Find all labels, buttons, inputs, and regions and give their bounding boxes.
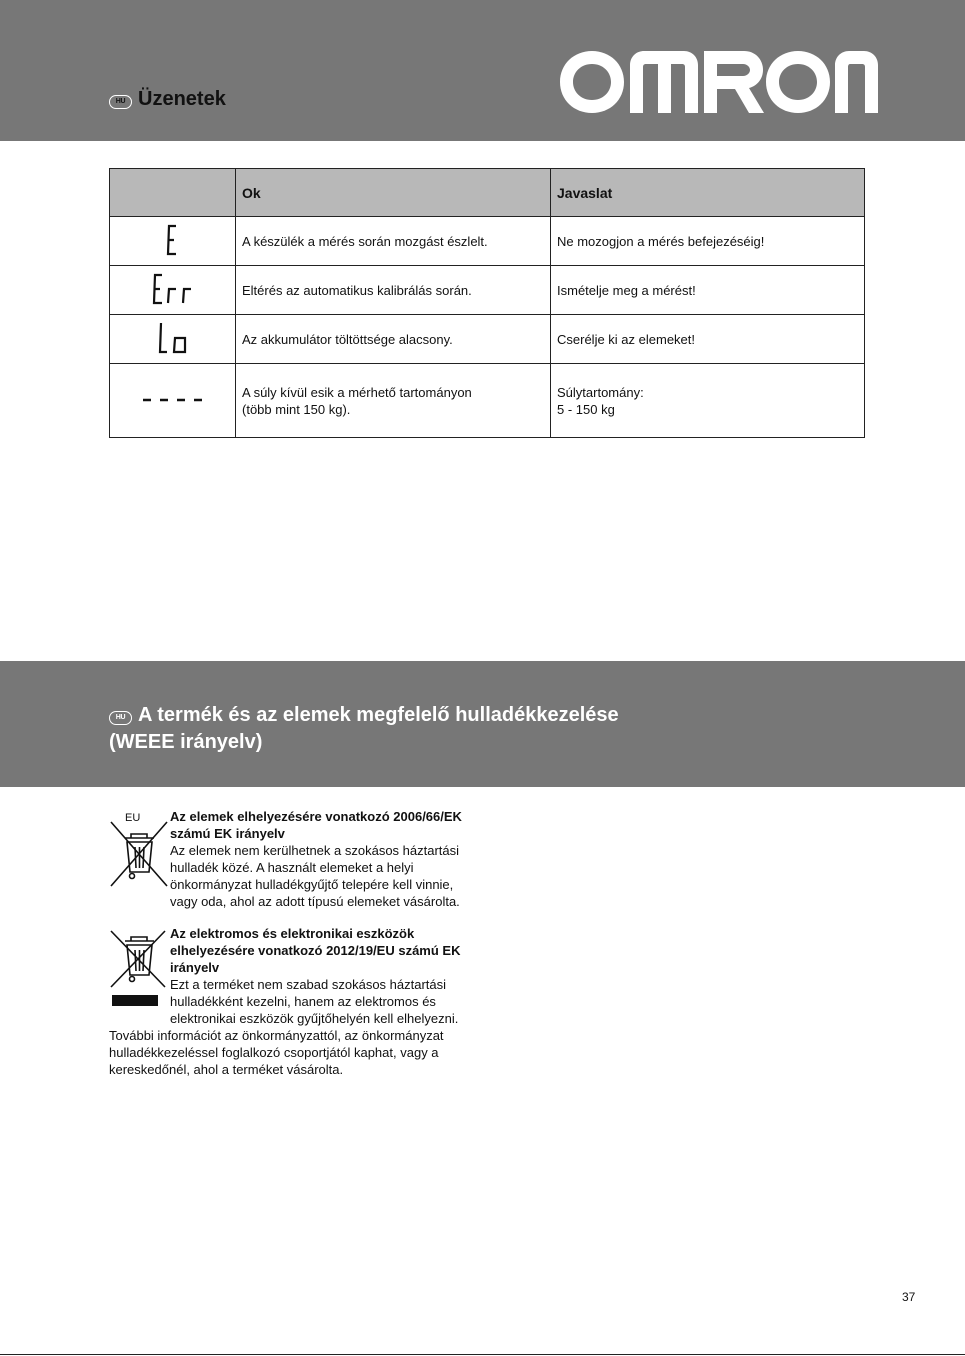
crossed-bin-with-bar-icon [109, 925, 170, 1015]
electronics-directive-block [109, 925, 484, 1078]
advice-text: Súlytartomány: 5 - 150 kg [557, 384, 644, 417]
language-badge: HU [109, 95, 132, 109]
weee-title-line1: A termék és az elemek megfelelő hulladékkezelése [138, 704, 619, 726]
advice-text: Cserélje ki az elemeket! [557, 331, 695, 347]
display-e-glyph [166, 224, 180, 256]
electronics-directive-title: Az elektromos és elektronikai eszközök elhelyezésére vonatkozó 2012/19/EU számú EK irányelv [170, 926, 461, 975]
battery-directive-block [109, 808, 484, 910]
display-symbol-dashes [110, 364, 236, 438]
column-header-advice: Javaslat [551, 169, 865, 217]
cause-text: A készülék a mérés során mozgást észlelt. [242, 233, 488, 249]
omron-logo [560, 51, 878, 113]
electronics-directive-body: Ezt a terméket nem szabad szokásos háztartási hulladékként kezelni, hanem az elektromos és elektronikai eszközök gyűjtőhelyén kell elhelyezni. [170, 977, 459, 1026]
section-title-messages [109, 86, 226, 113]
page-number: 37 [902, 1290, 916, 1304]
cause-text: Eltérés az automatikus kalibrálás során. [242, 282, 472, 298]
column-header-cause: Ok [236, 169, 551, 217]
advice-text: Ismételje meg a mérést! [557, 282, 696, 298]
table-row [110, 217, 865, 266]
battery-directive-title: Az elemek elhelyezésére vonatkozó 2006/66/EK számú EK irányelv [170, 809, 462, 841]
bottom-rule [0, 1354, 965, 1355]
battery-directive-body: Az elemek nem kerülhetnek a szokásos háztartási hulladék közé. A használt elemeket a helyi önkormányzat hulladékgyűjtő telepére kell vinnie, vagy oda, ahol az adott típusú elemeket vásárolta. [170, 843, 460, 909]
cause-text: Az akkumulátor töltöttsége alacsony. [242, 331, 453, 347]
display-err-glyph [152, 273, 194, 305]
display-symbol-err [110, 266, 236, 315]
table-row [110, 315, 865, 364]
crossed-bin-icon [109, 808, 170, 896]
weee-title-line2: (WEEE irányelv) [109, 731, 263, 753]
column-header-display [110, 169, 236, 217]
electronics-directive-more-info: További információt az önkormányzattól, az önkormányzat hulladékkezeléssel foglalkozó csoportjától kaphat, vagy a kereskedőnél, ahol a terméket vásárolta. [109, 1028, 444, 1077]
language-badge: HU [109, 711, 132, 725]
table-header-row [110, 169, 865, 217]
display-lo-glyph [157, 321, 189, 355]
display-dashes-glyph [141, 395, 205, 405]
table-row [110, 364, 865, 438]
display-symbol-lo [110, 315, 236, 364]
eu-label: EU [125, 812, 141, 824]
section-title-weee [109, 702, 619, 756]
advice-text: Ne mozogjon a mérés befejezéséig! [557, 233, 765, 249]
page-title: Üzenetek [138, 88, 226, 110]
table-row [110, 266, 865, 315]
display-symbol-e [110, 217, 236, 266]
error-messages-table [109, 168, 865, 438]
cause-text: A súly kívül esik a mérhető tartományon (több mint 150 kg). [242, 384, 472, 417]
